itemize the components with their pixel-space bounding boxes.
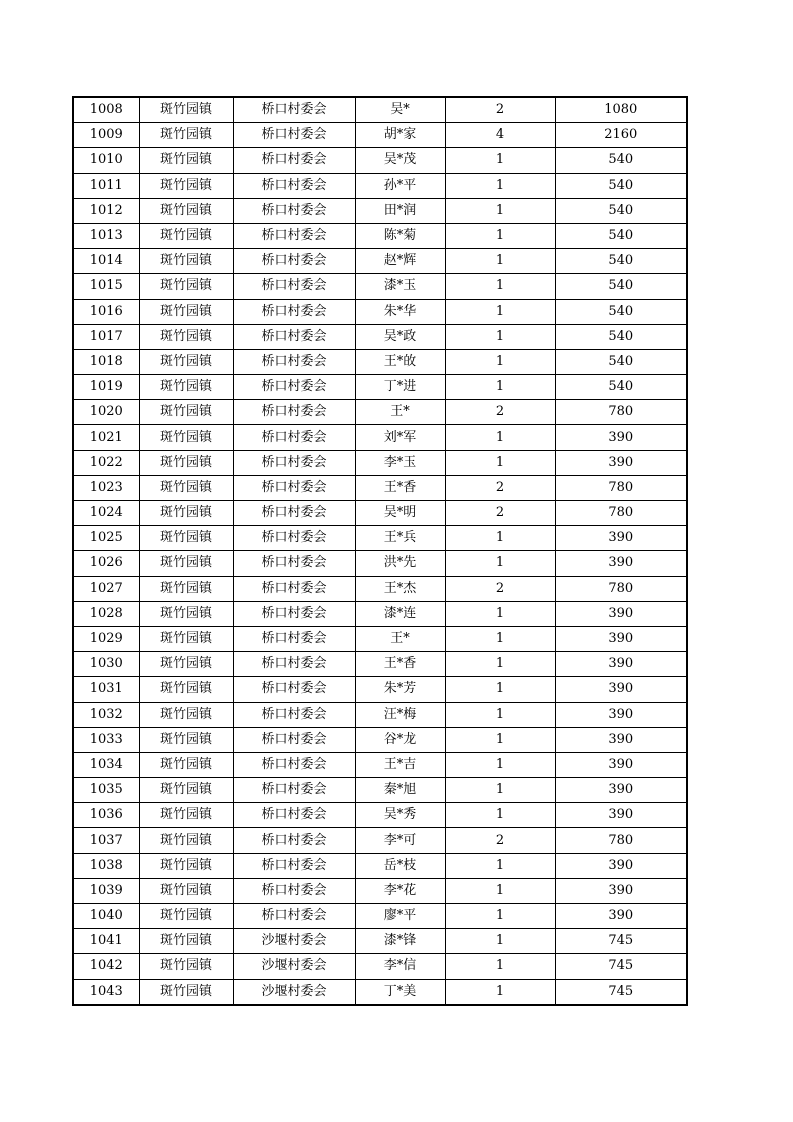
village-committee-cell: 桥口村委会 <box>233 904 355 929</box>
village-committee-cell: 桥口村委会 <box>233 97 355 123</box>
name-cell: 吴*明 <box>355 501 445 526</box>
town-cell: 斑竹园镇 <box>139 123 233 148</box>
name-cell: 田*润 <box>355 198 445 223</box>
serial-number-cell: 1037 <box>73 828 139 853</box>
amount-cell: 745 <box>555 929 687 954</box>
village-committee-cell: 桥口村委会 <box>233 123 355 148</box>
name-cell: 吴* <box>355 97 445 123</box>
village-committee-cell: 桥口村委会 <box>233 702 355 727</box>
town-cell: 斑竹园镇 <box>139 677 233 702</box>
table-row <box>73 97 687 123</box>
amount-cell: 390 <box>555 425 687 450</box>
table-row <box>73 778 687 803</box>
village-committee-cell: 桥口村委会 <box>233 576 355 601</box>
count-cell: 2 <box>445 475 555 500</box>
village-committee-cell: 桥口村委会 <box>233 778 355 803</box>
table-row <box>73 954 687 979</box>
serial-number-cell: 1018 <box>73 349 139 374</box>
table-row <box>73 526 687 551</box>
count-cell: 1 <box>445 324 555 349</box>
count-cell: 1 <box>445 425 555 450</box>
village-committee-cell: 桥口村委会 <box>233 828 355 853</box>
count-cell: 1 <box>445 878 555 903</box>
table-row <box>73 626 687 651</box>
amount-cell: 390 <box>555 752 687 777</box>
village-committee-cell: 沙堰村委会 <box>233 979 355 1005</box>
name-cell: 刘*军 <box>355 425 445 450</box>
name-cell: 丁*美 <box>355 979 445 1005</box>
village-committee-cell: 桥口村委会 <box>233 425 355 450</box>
town-cell: 斑竹园镇 <box>139 727 233 752</box>
town-cell: 斑竹园镇 <box>139 526 233 551</box>
town-cell: 斑竹园镇 <box>139 853 233 878</box>
town-cell: 斑竹园镇 <box>139 501 233 526</box>
table-row <box>73 652 687 677</box>
name-cell: 李*信 <box>355 954 445 979</box>
amount-cell: 780 <box>555 475 687 500</box>
count-cell: 1 <box>445 173 555 198</box>
amount-cell: 2160 <box>555 123 687 148</box>
amount-cell: 540 <box>555 173 687 198</box>
village-committee-cell: 桥口村委会 <box>233 526 355 551</box>
town-cell: 斑竹园镇 <box>139 148 233 173</box>
count-cell: 2 <box>445 828 555 853</box>
amount-cell: 390 <box>555 652 687 677</box>
town-cell: 斑竹园镇 <box>139 576 233 601</box>
serial-number-cell: 1014 <box>73 249 139 274</box>
amount-cell: 390 <box>555 526 687 551</box>
amount-cell: 390 <box>555 878 687 903</box>
village-committee-cell: 沙堰村委会 <box>233 954 355 979</box>
town-cell: 斑竹园镇 <box>139 97 233 123</box>
amount-cell: 390 <box>555 778 687 803</box>
village-committee-cell: 桥口村委会 <box>233 551 355 576</box>
serial-number-cell: 1025 <box>73 526 139 551</box>
serial-number-cell: 1035 <box>73 778 139 803</box>
serial-number-cell: 1040 <box>73 904 139 929</box>
serial-number-cell: 1029 <box>73 626 139 651</box>
name-cell: 吴*茂 <box>355 148 445 173</box>
serial-number-cell: 1011 <box>73 173 139 198</box>
village-committee-cell: 桥口村委会 <box>233 400 355 425</box>
town-cell: 斑竹园镇 <box>139 450 233 475</box>
serial-number-cell: 1042 <box>73 954 139 979</box>
town-cell: 斑竹园镇 <box>139 954 233 979</box>
town-cell: 斑竹园镇 <box>139 475 233 500</box>
town-cell: 斑竹园镇 <box>139 400 233 425</box>
table-row <box>73 702 687 727</box>
count-cell: 1 <box>445 778 555 803</box>
serial-number-cell: 1028 <box>73 601 139 626</box>
serial-number-cell: 1021 <box>73 425 139 450</box>
table-row <box>73 475 687 500</box>
town-cell: 斑竹园镇 <box>139 425 233 450</box>
count-cell: 2 <box>445 576 555 601</box>
village-committee-cell: 桥口村委会 <box>233 274 355 299</box>
town-cell: 斑竹园镇 <box>139 929 233 954</box>
serial-number-cell: 1027 <box>73 576 139 601</box>
amount-cell: 390 <box>555 601 687 626</box>
amount-cell: 390 <box>555 803 687 828</box>
village-committee-cell: 桥口村委会 <box>233 324 355 349</box>
table-row <box>73 249 687 274</box>
table-row <box>73 878 687 903</box>
name-cell: 孙*平 <box>355 173 445 198</box>
amount-cell: 390 <box>555 702 687 727</box>
amount-cell: 390 <box>555 626 687 651</box>
town-cell: 斑竹园镇 <box>139 803 233 828</box>
table-row <box>73 400 687 425</box>
name-cell: 李*玉 <box>355 450 445 475</box>
village-committee-cell: 桥口村委会 <box>233 249 355 274</box>
count-cell: 1 <box>445 727 555 752</box>
table-row <box>73 727 687 752</box>
town-cell: 斑竹园镇 <box>139 274 233 299</box>
amount-cell: 540 <box>555 148 687 173</box>
name-cell: 漆*连 <box>355 601 445 626</box>
serial-number-cell: 1020 <box>73 400 139 425</box>
name-cell: 吴*政 <box>355 324 445 349</box>
amount-cell: 780 <box>555 576 687 601</box>
amount-cell: 540 <box>555 324 687 349</box>
name-cell: 汪*梅 <box>355 702 445 727</box>
village-committee-cell: 桥口村委会 <box>233 198 355 223</box>
name-cell: 王*兵 <box>355 526 445 551</box>
table-row <box>73 173 687 198</box>
serial-number-cell: 1009 <box>73 123 139 148</box>
village-committee-cell: 桥口村委会 <box>233 299 355 324</box>
name-cell: 王*香 <box>355 652 445 677</box>
village-committee-cell: 桥口村委会 <box>233 853 355 878</box>
village-committee-cell: 桥口村委会 <box>233 501 355 526</box>
name-cell: 李*花 <box>355 878 445 903</box>
count-cell: 1 <box>445 929 555 954</box>
village-committee-cell: 桥口村委会 <box>233 450 355 475</box>
count-cell: 1 <box>445 274 555 299</box>
town-cell: 斑竹园镇 <box>139 223 233 248</box>
village-committee-cell: 桥口村委会 <box>233 475 355 500</box>
village-committee-cell: 沙堰村委会 <box>233 929 355 954</box>
village-committee-cell: 桥口村委会 <box>233 375 355 400</box>
serial-number-cell: 1016 <box>73 299 139 324</box>
table-row <box>73 198 687 223</box>
name-cell: 朱*芳 <box>355 677 445 702</box>
table-row <box>73 299 687 324</box>
table-row <box>73 274 687 299</box>
village-committee-cell: 桥口村委会 <box>233 148 355 173</box>
name-cell: 谷*龙 <box>355 727 445 752</box>
amount-cell: 540 <box>555 223 687 248</box>
town-cell: 斑竹园镇 <box>139 904 233 929</box>
serial-number-cell: 1034 <box>73 752 139 777</box>
count-cell: 1 <box>445 702 555 727</box>
name-cell: 丁*进 <box>355 375 445 400</box>
name-cell: 王*敀 <box>355 349 445 374</box>
count-cell: 1 <box>445 249 555 274</box>
serial-number-cell: 1010 <box>73 148 139 173</box>
serial-number-cell: 1019 <box>73 375 139 400</box>
count-cell: 1 <box>445 853 555 878</box>
village-committee-cell: 桥口村委会 <box>233 223 355 248</box>
amount-cell: 540 <box>555 249 687 274</box>
table-row <box>73 803 687 828</box>
village-committee-cell: 桥口村委会 <box>233 803 355 828</box>
village-committee-cell: 桥口村委会 <box>233 727 355 752</box>
amount-cell: 780 <box>555 501 687 526</box>
serial-number-cell: 1024 <box>73 501 139 526</box>
name-cell: 陈*菊 <box>355 223 445 248</box>
table-row <box>73 853 687 878</box>
amount-cell: 540 <box>555 349 687 374</box>
amount-cell: 390 <box>555 904 687 929</box>
count-cell: 1 <box>445 349 555 374</box>
town-cell: 斑竹园镇 <box>139 349 233 374</box>
amount-cell: 745 <box>555 979 687 1005</box>
table-row <box>73 148 687 173</box>
table-row <box>73 576 687 601</box>
amount-cell: 540 <box>555 375 687 400</box>
town-cell: 斑竹园镇 <box>139 878 233 903</box>
count-cell: 1 <box>445 677 555 702</box>
count-cell: 1 <box>445 954 555 979</box>
town-cell: 斑竹园镇 <box>139 752 233 777</box>
count-cell: 2 <box>445 501 555 526</box>
amount-cell: 780 <box>555 400 687 425</box>
table-row <box>73 677 687 702</box>
amount-cell: 540 <box>555 198 687 223</box>
count-cell: 1 <box>445 626 555 651</box>
count-cell: 2 <box>445 400 555 425</box>
name-cell: 赵*辉 <box>355 249 445 274</box>
name-cell: 岳*枝 <box>355 853 445 878</box>
count-cell: 1 <box>445 551 555 576</box>
town-cell: 斑竹园镇 <box>139 601 233 626</box>
count-cell: 4 <box>445 123 555 148</box>
table-row <box>73 349 687 374</box>
town-cell: 斑竹园镇 <box>139 778 233 803</box>
town-cell: 斑竹园镇 <box>139 249 233 274</box>
count-cell: 1 <box>445 148 555 173</box>
amount-cell: 390 <box>555 727 687 752</box>
table-row <box>73 425 687 450</box>
count-cell: 1 <box>445 450 555 475</box>
amount-cell: 1080 <box>555 97 687 123</box>
village-committee-cell: 桥口村委会 <box>233 878 355 903</box>
table-row <box>73 551 687 576</box>
town-cell: 斑竹园镇 <box>139 828 233 853</box>
table-row <box>73 828 687 853</box>
name-cell: 王*杰 <box>355 576 445 601</box>
name-cell: 秦*旭 <box>355 778 445 803</box>
name-cell: 胡*家 <box>355 123 445 148</box>
amount-cell: 390 <box>555 551 687 576</box>
serial-number-cell: 1023 <box>73 475 139 500</box>
serial-number-cell: 1022 <box>73 450 139 475</box>
count-cell: 1 <box>445 526 555 551</box>
amount-cell: 780 <box>555 828 687 853</box>
table-row <box>73 979 687 1005</box>
serial-number-cell: 1043 <box>73 979 139 1005</box>
town-cell: 斑竹园镇 <box>139 375 233 400</box>
table-row <box>73 752 687 777</box>
count-cell: 1 <box>445 223 555 248</box>
amount-cell: 540 <box>555 274 687 299</box>
name-cell: 洪*先 <box>355 551 445 576</box>
town-cell: 斑竹园镇 <box>139 551 233 576</box>
name-cell: 李*可 <box>355 828 445 853</box>
count-cell: 1 <box>445 904 555 929</box>
serial-number-cell: 1030 <box>73 652 139 677</box>
serial-number-cell: 1033 <box>73 727 139 752</box>
data-table <box>72 96 688 1006</box>
town-cell: 斑竹园镇 <box>139 324 233 349</box>
table-row <box>73 904 687 929</box>
name-cell: 王*吉 <box>355 752 445 777</box>
serial-number-cell: 1015 <box>73 274 139 299</box>
village-committee-cell: 桥口村委会 <box>233 349 355 374</box>
village-committee-cell: 桥口村委会 <box>233 626 355 651</box>
table-row <box>73 375 687 400</box>
serial-number-cell: 1013 <box>73 223 139 248</box>
town-cell: 斑竹园镇 <box>139 702 233 727</box>
name-cell: 王* <box>355 400 445 425</box>
count-cell: 1 <box>445 752 555 777</box>
count-cell: 1 <box>445 979 555 1005</box>
amount-cell: 745 <box>555 954 687 979</box>
name-cell: 漆*玉 <box>355 274 445 299</box>
name-cell: 王*香 <box>355 475 445 500</box>
table-row <box>73 929 687 954</box>
count-cell: 2 <box>445 97 555 123</box>
serial-number-cell: 1031 <box>73 677 139 702</box>
name-cell: 吴*秀 <box>355 803 445 828</box>
serial-number-cell: 1012 <box>73 198 139 223</box>
amount-cell: 390 <box>555 450 687 475</box>
serial-number-cell: 1008 <box>73 97 139 123</box>
serial-number-cell: 1036 <box>73 803 139 828</box>
count-cell: 1 <box>445 601 555 626</box>
town-cell: 斑竹园镇 <box>139 173 233 198</box>
name-cell: 漆*锋 <box>355 929 445 954</box>
town-cell: 斑竹园镇 <box>139 979 233 1005</box>
name-cell: 朱*华 <box>355 299 445 324</box>
village-committee-cell: 桥口村委会 <box>233 677 355 702</box>
table-row <box>73 450 687 475</box>
serial-number-cell: 1032 <box>73 702 139 727</box>
count-cell: 1 <box>445 375 555 400</box>
serial-number-cell: 1038 <box>73 853 139 878</box>
village-committee-cell: 桥口村委会 <box>233 652 355 677</box>
town-cell: 斑竹园镇 <box>139 198 233 223</box>
village-committee-cell: 桥口村委会 <box>233 752 355 777</box>
serial-number-cell: 1039 <box>73 878 139 903</box>
amount-cell: 540 <box>555 299 687 324</box>
table-row <box>73 601 687 626</box>
count-cell: 1 <box>445 803 555 828</box>
table-row <box>73 223 687 248</box>
count-cell: 1 <box>445 299 555 324</box>
name-cell: 廖*平 <box>355 904 445 929</box>
count-cell: 1 <box>445 652 555 677</box>
table-row <box>73 123 687 148</box>
town-cell: 斑竹园镇 <box>139 652 233 677</box>
name-cell: 王* <box>355 626 445 651</box>
town-cell: 斑竹园镇 <box>139 299 233 324</box>
amount-cell: 390 <box>555 853 687 878</box>
table-row <box>73 501 687 526</box>
table-row <box>73 324 687 349</box>
village-committee-cell: 桥口村委会 <box>233 601 355 626</box>
table-body <box>73 97 687 1005</box>
serial-number-cell: 1041 <box>73 929 139 954</box>
serial-number-cell: 1017 <box>73 324 139 349</box>
count-cell: 1 <box>445 198 555 223</box>
village-committee-cell: 桥口村委会 <box>233 173 355 198</box>
town-cell: 斑竹园镇 <box>139 626 233 651</box>
amount-cell: 390 <box>555 677 687 702</box>
serial-number-cell: 1026 <box>73 551 139 576</box>
